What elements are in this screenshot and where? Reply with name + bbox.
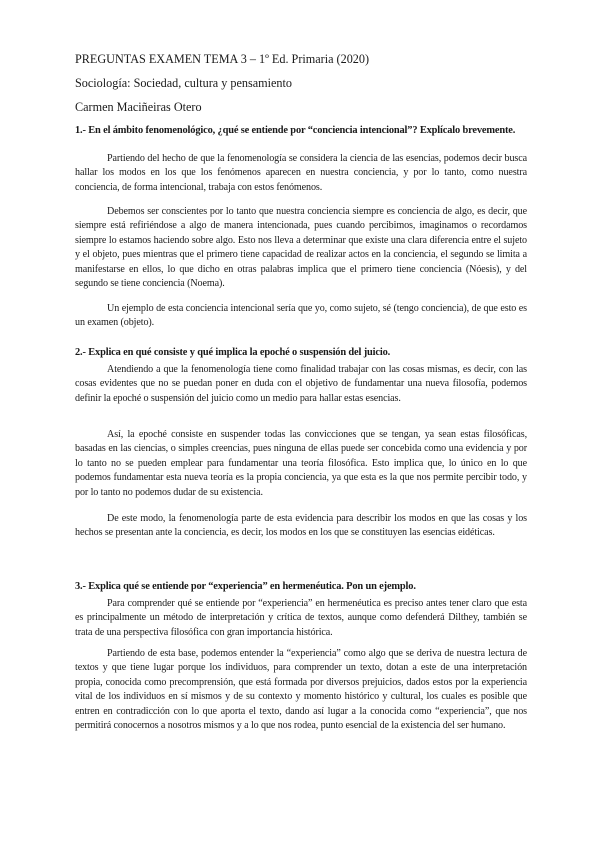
q2-paragraph-2: Así, la epoché consiste en suspender todas las convicciones que se tengan, ya sean estas filosóficas, basadas en las ciencias, o simples creencias, pues ninguna de ellas puede ser concebida como una evidencia y por lo tanto no se pueden emplear para fundamentar una teoría filosófica. Esto implica que, lo único en lo que podemos fundamentar esta nueva teoría es la propia conciencia, ya que esta es la que nos permite percibir todo, y por lo tanto no podemos dudar de su existencia. [75,429,527,498]
q1-paragraph-1: Partiendo del hecho de que la fenomenología se considera la ciencia de las esencias, podemos decir busca hallar los modos en los que los fenómenos aparecen en nuestra conciencia, y por lo tanto, como nuestra conciencia, de forma intencional, trabaja con estos fenómenos. [75,153,527,193]
q1-paragraph-2: Debemos ser conscientes por lo tanto que nuestra conciencia siempre es conciencia de algo, es decir, que siempre está refiriéndose a algo de manera intencionada, pues cuando percibimos, imaginamos o recordamos siempre lo estamos haciendo sobre algo. Esto nos lleva a determinar que existe una clara diferencia entre el sujeto y el objeto, pues mientras que el primero tiene capacidad de realizar actos en la conciencia, el segundo se limita a manifestarse en ellos, lo que dicho en otras palabras implica que el primero tiene conciencia (Nóesis), y del segundo se tiene conciencia (Noema). [75,206,527,290]
question-2-title: 2.- Explica en qué consiste y qué implica la epoché o suspensión del juicio. [75,347,391,358]
q2-paragraph-1: Atendiendo a que la fenomenología tiene como finalidad trabajar con las cosas mismas, es decir, con las cosas evidentes que no se puedan poner en duda con el objetivo de fundamentar una nueva filosofía, podemos definir la epoché o suspensión del juicio como un medio para hallar estas esencias. [75,364,527,404]
question-3-title: 3.- Explica qué se entiende por “experiencia” en hermenéutica. Pon un ejemplo. [75,581,416,592]
document-title: PREGUNTAS EXAMEN TEMA 3 – 1º Ed. Primaria (2020) [75,52,370,66]
subject-line: Sociología: Sociedad, cultura y pensamiento [75,76,292,90]
question-1-title: 1.- En el ámbito fenomenológico, ¿qué se entiende por “conciencia intencional”? Explícalo brevemente. [75,125,516,136]
q3-paragraph-2: Partiendo de esta base, podemos entender la “experiencia” como algo que se deriva de nuestra lectura de textos y que tiene lugar porque los individuos, para comprender un texto, dotan a este de una interpretación propia, conocida como precomprensión, que está formada por diversos prejuicios, dados estos por la experiencia vital de los individuos en sí mismos y de su contexto y momento histórico y cultural, los cuales es posible que entren en contradicción con lo que aporta el texto, dando así lugar a la conocida como “experiencia”, que nos permitirá conocernos a nosotros mismos y a lo que nos rodea, punto esencial de la existencia del ser humano. [75,648,527,732]
q2-paragraph-3: De este modo, la fenomenología parte de esta evidencia para describir los modos en que las cosas y los hechos se presentan ante la conciencia, es decir, los modos en los que se constituyen las esencias eidéticas. [75,513,527,539]
q1-paragraph-3: Un ejemplo de esta conciencia intencional sería que yo, como sujeto, sé (tengo conciencia), de que esto es un examen (objeto). [75,303,527,329]
q3-paragraph-1: Para comprender qué se entiende por “experiencia” en hermenéutica es preciso antes tener claro que esta es principalmente un método de interpretación y crítica de textos, aunque como defenderá Dilthey, también se trata de una perspectiva filosófica con gran importancia histórica. [75,598,527,638]
author-name: Carmen Maciñeiras Otero [75,100,202,114]
